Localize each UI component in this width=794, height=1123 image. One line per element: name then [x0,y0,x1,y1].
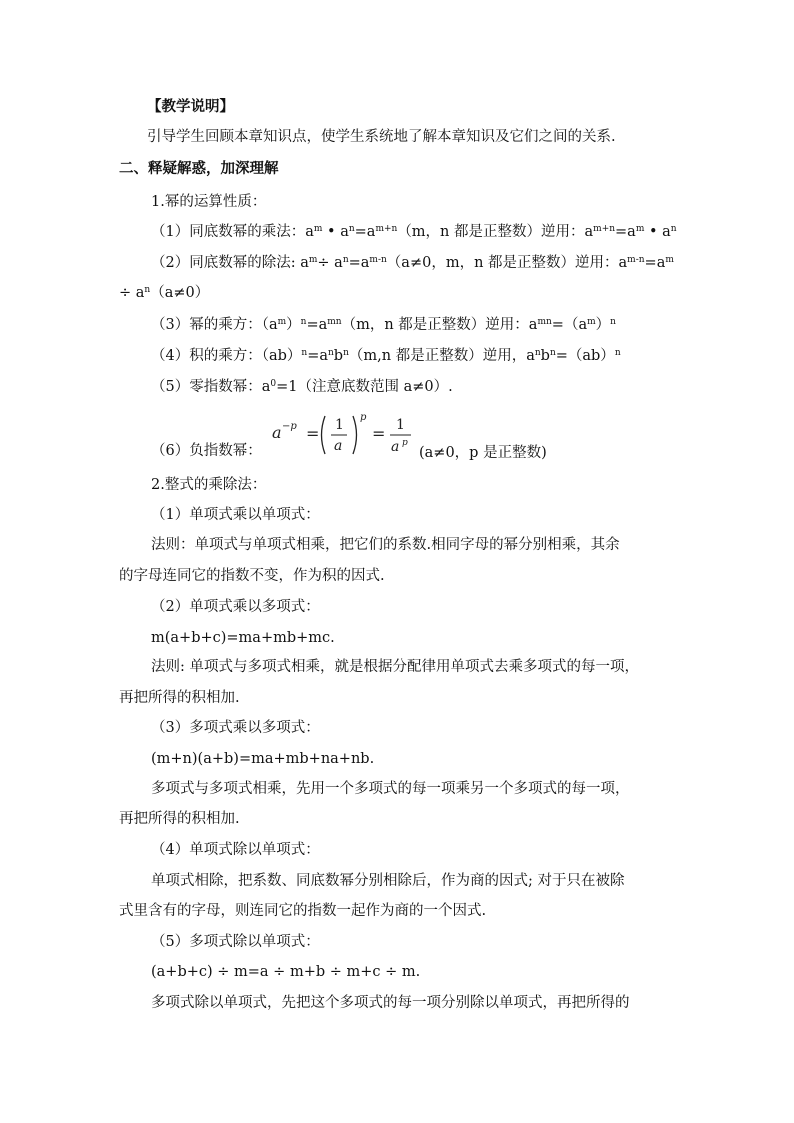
poly-s3-title: （3）多项式乘以多项式： [151,720,320,736]
formula-equals-2: = [372,424,386,443]
poly-title: 2.整式的乘除法： [151,477,267,493]
power-rule-1: （1）同底数幂的乘法：$a^m$ • $a^n=a^{m+n}(m$，n 都是正整数）逆用：$a^{m+n}=a^m$ • $a^n$ [151,224,677,240]
poly-s4-rule-line2: 式里含有的字母，则连同它的指数一起作为商的一个因式. [119,903,487,919]
formula-right-paren [353,416,357,454]
formula-den-2-exp: p [402,438,408,448]
section-two-heading: 二、释疑解惑，加深理解 [119,160,279,177]
formula-equals: = [306,424,320,443]
powers-title: 1.幂的运算性质： [151,194,267,210]
poly-s1-rule-line2: 的字母连同它的指数不变，作为积的因式. [119,568,385,584]
power-rule-6-condition: (a≠0，p 是正整数) [419,445,547,461]
formula-exp: −p [282,421,297,432]
formula-base: a [272,423,282,442]
poly-s1-title: （1）单项式乘以单项式： [151,507,320,523]
formula-num: 1 [335,417,344,433]
power-rule-5: （5）零指数幂：$a^0=1$（注意底数范围 a≠0）. [151,379,453,395]
power-rule-3: （3）幂的乘方：$(a^m)^n=a^{mn}(m$，n 都是正整数）逆用：$a^{mn}=(a^m)^n$ [151,317,616,333]
poly-s3-rule-line2: 再把所得的积相加. [119,811,240,827]
poly-s2-title: （2）单项式乘以多项式： [151,599,320,615]
formula-left-paren [322,416,326,454]
power-rule-2: （2）同底数幂的除法: $a^m\div a^n=a^{m-n}(a\ne 0$，m，n 都是正整数）逆用：$a^{m-n}=a^m$ [151,255,674,271]
poly-s1-rule-line1: 法则：单项式与单项式相乘，把它们的系数.相同字母的幂分别相乘，其余 [151,537,620,553]
power-rule-2-cont: ÷ $a^n(a\ne 0)$ [119,285,210,301]
note-text: 引导学生回顾本章知识点，使学生系统地了解本章知识及它们之间的关系. [147,129,616,145]
power-rule-4: （4）积的乘方：$(ab)^n=a^nb^n(m,n$ 都是正整数）逆用，$a^nb^n=(ab)^n$ [151,348,621,364]
poly-s4-title: （4）单项式除以单项式： [151,842,320,858]
poly-s5-rule-line1: 多项式除以单项式，先把这个多项式的每一项分别除以单项式，再把所得的 [151,995,630,1011]
formula-num-2: 1 [396,417,405,433]
poly-s2-formula: m(a+b+c)=ma+mb+mc. [151,630,335,646]
poly-s3-formula: (m+n)(a+b)=ma+mb+na+nb. [151,751,375,767]
section-note-heading: 【教学说明】 [147,98,234,115]
poly-s5-formula: (a+b+c) ÷ m=a ÷ m+b ÷ m+c ÷ m. [151,964,421,980]
formula-outer-exp: p [360,412,367,423]
power-rule-6-label: （6）负指数幂： [151,443,262,459]
poly-s2-rule-line1: 法则: 单项式与多项式相乘，就是根据分配律用单项式去乘多项式的每一项， [151,659,639,675]
negative-exponent-formula [268,408,418,464]
poly-s4-rule-line1: 单项式相除，把系数、同底数幂分别相除后，作为商的因式; 对于只在被除 [151,873,625,889]
poly-s3-rule-line1: 多项式与多项式相乘，先用一个多项式的每一项乘另一个多项式的每一项， [151,781,630,797]
formula-den: a [334,438,343,454]
poly-s2-rule-line2: 再把所得的积相加. [119,690,240,706]
formula-den-2: a [391,439,400,455]
poly-s5-title: （5）多项式除以单项式： [151,934,320,950]
